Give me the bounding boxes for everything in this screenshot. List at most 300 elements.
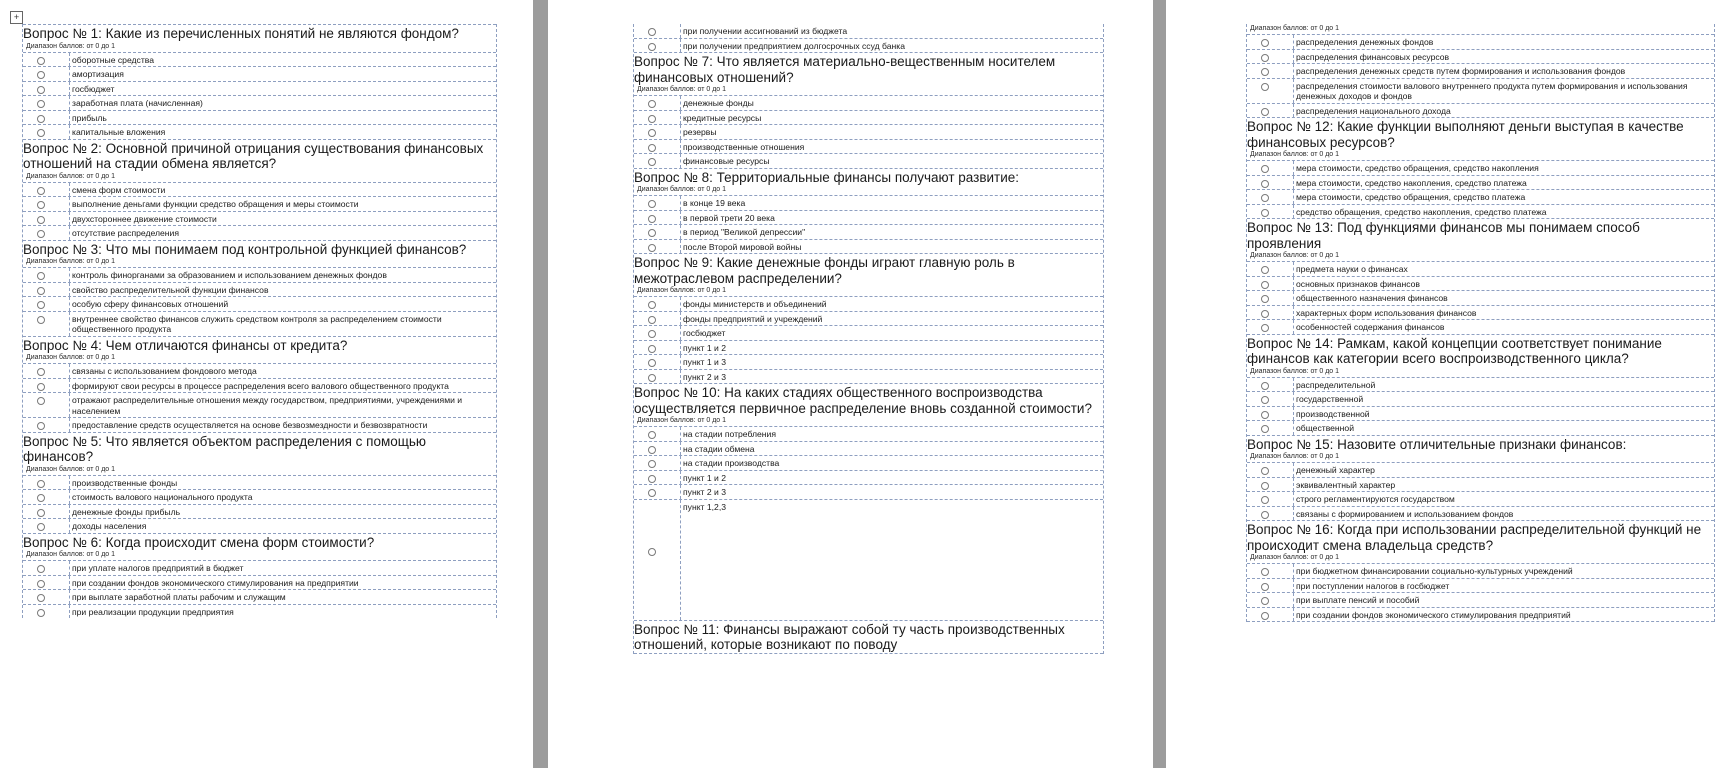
answer-option-text: внутреннее свойство финансов служить средством контроля за распределением стоимости общественного продукта [72,313,442,334]
answer-option[interactable] [1247,34,1714,49]
radio-cell [634,312,681,326]
radio-cell [23,82,70,96]
radio-button-icon[interactable] [1261,180,1269,188]
radio-button-icon[interactable] [1261,511,1269,519]
radio-button-icon[interactable] [37,509,45,517]
radio-button-icon[interactable] [37,580,45,588]
answer-option[interactable] [23,417,496,432]
answer-option[interactable] [23,52,496,67]
radio-button-icon[interactable] [37,494,45,502]
radio-cell [1247,306,1294,320]
radio-button-icon[interactable] [648,345,656,353]
answer-option-text: предмета науки о финансах [1296,264,1408,274]
question-block [1247,218,1714,334]
radio-button-icon[interactable] [1261,295,1269,303]
answer-option-text: распределения стоимости валового внутреннего продукта путем формирования и использования денежных доходов и фондов [1296,80,1688,101]
answer-option[interactable] [1247,290,1714,305]
score-range-label: Диапазон баллов: от 0 до 1 [637,186,727,193]
answer-option-text: контроль финорганами за образованием и использованием денежных фондов [72,270,387,280]
answer-option[interactable] [23,81,496,96]
radio-cell [23,297,70,311]
radio-cell [23,125,70,139]
answer-option-text: при бюджетном финансировании социально-культурных учреждений [1296,566,1573,576]
answer-option-text: производственные отношения [683,141,805,152]
answer-option-text: при создании фондов экономического стимулирования предприятий [1296,609,1571,620]
radio-button-icon[interactable] [1261,310,1269,318]
radio-button-icon[interactable] [648,475,656,483]
radio-cell [23,283,70,297]
answer-option[interactable] [634,325,1103,340]
answer-option-text: фонды предприятий и учреждений [683,313,823,324]
radio-cell [1247,507,1294,521]
radio-button-icon[interactable] [37,480,45,488]
radio-cell [1247,593,1294,607]
radio-button-icon[interactable] [1261,612,1269,620]
radio-button-icon[interactable] [1261,108,1269,116]
answer-option-text: двухстороннее движение стоимости [72,213,217,224]
radio-button-icon[interactable] [648,229,656,237]
radio-cell [1247,407,1294,421]
answer-option[interactable] [1247,477,1714,492]
radio-button-icon[interactable] [37,287,45,295]
answer-option[interactable] [23,110,496,125]
radio-button-icon[interactable] [648,431,656,439]
radio-button-icon[interactable] [37,565,45,573]
answer-option[interactable] [1247,175,1714,190]
answer-option[interactable] [1247,261,1714,276]
radio-cell [634,297,681,311]
answer-option-text: в первой трети 20 века [683,212,775,223]
score-range-label: Диапазон баллов: от 0 до 1 [26,465,116,473]
answer-option[interactable] [23,489,496,504]
radio-cell [1247,478,1294,492]
questions-column-1 [22,24,497,618]
radio-button-icon[interactable] [1261,165,1269,173]
question-block [634,383,1103,620]
question-title: Вопрос № 2: Основной причиной отрицания существования финансовых отношений на стадии обмена является? [23,139,496,172]
radio-cell [23,519,70,533]
score-range-label: Диапазон баллов: от 0 до 1 [1250,151,1340,158]
answer-option[interactable] [1247,578,1714,593]
answer-option[interactable] [634,24,1103,38]
radio-cell [23,67,70,81]
radio-cell [1247,392,1294,406]
answer-option-text: фонды министерств и объединений [683,299,827,309]
score-range-label: Диапазон баллов: от 0 до 1 [1250,453,1340,460]
score-range-label: Диапазон баллов: от 0 до 1 [1250,554,1340,561]
answer-option[interactable] [23,392,496,417]
answer-option-text: пункт 1 и 2 [683,472,727,483]
radio-button-icon[interactable] [1261,411,1269,419]
answer-option[interactable] [23,560,496,575]
answer-option[interactable] [634,426,1103,441]
answer-option-text: госбюджет [683,328,726,338]
radio-button-icon[interactable] [1261,467,1269,475]
answer-option[interactable] [23,211,496,226]
answer-option-text: отражают распределительные отношения между государством, предприятиями, учреждениями и населением [72,395,463,416]
question-title: Вопрос № 4: Чем отличаются финансы от кредита? [23,336,496,354]
score-range-label: Диапазон баллов: от 0 до 1 [1250,367,1340,375]
radio-cell [634,456,681,470]
radio-cell [634,140,681,154]
answer-option[interactable] [1247,491,1714,506]
radio-button-icon[interactable] [37,100,45,108]
answer-option[interactable] [634,124,1103,139]
answer-option[interactable] [634,470,1103,485]
radio-button-icon[interactable] [37,201,45,209]
answer-option[interactable] [634,195,1103,210]
radio-button-icon[interactable] [648,43,656,51]
radio-cell [1247,190,1294,204]
answer-option-text: прибыль [72,112,107,123]
radio-button-icon[interactable] [648,200,656,208]
answer-option-text: свойство распределительной функции финансов [72,284,269,295]
radio-button-icon[interactable] [1261,597,1269,605]
radio-cell [23,312,70,336]
radio-cell [1247,50,1294,64]
answer-option[interactable] [634,38,1103,53]
answer-option[interactable] [1247,592,1714,607]
radio-button-icon[interactable] [37,383,45,391]
radio-button-icon[interactable] [1261,266,1269,274]
radio-cell [23,53,70,67]
question-block [23,139,496,240]
radio-cell [1247,291,1294,305]
question-block [634,52,1103,168]
answer-option[interactable] [1247,305,1714,320]
radio-cell [634,24,681,38]
radio-button-icon[interactable] [37,216,45,224]
answer-option[interactable] [23,604,496,619]
radio-cell [634,355,681,369]
answer-option-text: общественной [1296,423,1355,433]
answer-option[interactable] [634,95,1103,110]
answer-option[interactable] [634,499,1103,620]
radio-button-icon[interactable] [37,115,45,123]
radio-button-icon[interactable] [648,548,656,556]
answer-option[interactable] [1247,406,1714,421]
radio-button-icon[interactable] [37,397,45,405]
answer-option-text: в период "Великой депрессии" [683,227,806,237]
radio-cell [23,476,70,490]
answer-option[interactable] [23,311,496,336]
answer-option[interactable] [23,282,496,297]
answer-option-text: основных признаков финансов [1296,278,1420,289]
radio-button-icon[interactable] [648,330,656,338]
radio-button-icon[interactable] [648,460,656,468]
radio-button-icon[interactable] [648,215,656,223]
answer-option[interactable] [634,455,1103,470]
radio-cell [1247,608,1294,622]
answer-option[interactable] [1247,160,1714,175]
radio-button-icon[interactable] [1261,39,1269,47]
answer-option-text: денежные фонды прибыль [72,506,181,517]
radio-button-icon[interactable] [648,144,656,152]
answer-option-text: мера стоимости, средство обращения, средство платежа [1296,192,1526,202]
question-block [23,432,496,533]
answer-option-text: характерных форм использования финансов [1296,307,1477,318]
question-block [634,168,1103,254]
radio-button-icon[interactable] [1261,281,1269,289]
radio-button-icon[interactable] [648,374,656,382]
radio-button-icon[interactable] [1261,324,1269,332]
question-title: Вопрос № 6: Когда происходит смена форм стоимости? [23,533,496,551]
score-range-label: Диапазон баллов: от 0 до 1 [26,172,116,180]
radio-cell [23,96,70,110]
answer-option[interactable] [634,340,1103,355]
radio-button-icon[interactable] [648,301,656,309]
radio-cell [23,576,70,590]
questions-column-3 [1246,24,1715,622]
answer-option-text: капитальные вложения [72,127,166,137]
answer-option[interactable] [23,378,496,393]
score-range-label: Диапазон баллов: от 0 до 1 [26,42,116,50]
answer-option[interactable] [23,225,496,240]
radio-button-icon[interactable] [1261,194,1269,202]
answer-option-text: оборотные средства [72,54,155,65]
question-block [23,533,496,619]
answer-option[interactable] [23,475,496,490]
radio-cell [1247,262,1294,276]
answer-option[interactable] [634,239,1103,254]
radio-cell [634,39,681,53]
question-title: Вопрос № 14: Рамкам, какой концепции соответствует понимание финансов как категории всего воспроизводственного цикла? [1247,334,1714,367]
answer-option[interactable] [634,354,1103,369]
answer-option-text: после Второй мировой войны [683,241,802,252]
answer-option[interactable] [1247,607,1714,622]
answer-option[interactable] [1247,103,1714,118]
radio-cell [1247,161,1294,175]
answer-option-text: финансовые ресурсы [683,156,770,166]
radio-button-icon[interactable] [648,129,656,137]
radio-button-icon[interactable] [1261,425,1269,433]
answer-option-text: производственной [1296,408,1370,419]
answer-option[interactable] [1247,189,1714,204]
answer-option[interactable] [1247,78,1714,103]
answer-option[interactable] [1247,276,1714,291]
answer-option[interactable] [1247,462,1714,477]
radio-cell [634,341,681,355]
radio-button-icon[interactable] [648,28,656,36]
answer-option[interactable] [1247,49,1714,64]
answer-option-text: выполнение деньгами функции средство обращения и меры стоимости [72,199,359,209]
answer-option[interactable] [1247,377,1714,392]
score-range-label: Диапазон баллов: от 0 до 1 [637,86,727,93]
radio-cell [1247,564,1294,578]
answer-option[interactable] [1247,319,1714,334]
answer-option-text: заработная плата (начисленная) [72,98,203,108]
radio-button-icon[interactable] [1261,382,1269,390]
answer-option[interactable] [23,124,496,139]
question-title: Вопрос № 15: Назовите отличительные признаки финансов: [1247,435,1714,453]
radio-cell [23,418,70,432]
question-title: Вопрос № 12: Какие функции выполняют деньги выступая в качестве финансовых ресурсов? [1247,117,1714,150]
radio-button-icon[interactable] [648,359,656,367]
answer-option-text: общественного назначения финансов [1296,293,1448,303]
radio-cell [23,505,70,519]
answer-option[interactable] [23,66,496,81]
radio-button-icon[interactable] [648,316,656,324]
answer-option[interactable] [1247,506,1714,521]
answer-option[interactable] [634,210,1103,225]
answer-option[interactable] [634,311,1103,326]
radio-cell [23,490,70,504]
radio-button-icon[interactable] [37,129,45,137]
radio-button-icon[interactable] [37,523,45,531]
radio-button-icon[interactable] [37,86,45,94]
radio-cell [23,393,70,417]
table-bottom-border [1247,621,1714,622]
answer-option-text: на стадии обмена [683,443,755,454]
question-title: Вопрос № 11: Финансы выражают собой ту часть производственных отношений, которые возникают по поводу [634,620,1103,654]
radio-button-icon[interactable] [1261,209,1269,217]
radio-button-icon[interactable] [648,100,656,108]
answer-option-text: производственные фонды [72,477,178,488]
answer-option[interactable] [1247,204,1714,219]
radio-cell [23,590,70,604]
radio-cell [23,364,70,378]
answer-option[interactable] [634,224,1103,239]
radio-cell [1247,463,1294,477]
radio-cell [1247,35,1294,49]
answer-option[interactable] [23,196,496,211]
answer-option[interactable] [23,296,496,311]
answer-option[interactable] [23,182,496,197]
answer-option-text: мера стоимости, средство накопления, средство платежа [1296,177,1527,188]
answer-option-text: государственной [1296,394,1364,404]
radio-cell [634,500,681,620]
score-range-label: Диапазон баллов: от 0 до 1 [26,258,116,265]
radio-cell [1247,79,1294,103]
question-block [1247,117,1714,218]
score-range-label: Диапазон баллов: от 0 до 1 [1250,252,1340,259]
radio-button-icon[interactable] [37,57,45,65]
radio-button-icon[interactable] [1261,83,1269,91]
answer-option[interactable] [1247,63,1714,78]
answer-option-text: смена форм стоимости [72,184,166,195]
answer-option-text: отсутствие распределения [72,228,180,238]
answer-option[interactable] [23,363,496,378]
radio-cell [1247,176,1294,190]
answer-option-text: при создании фондов экономического стимулирования на предприятии [72,577,359,588]
radio-button-icon[interactable] [1261,482,1269,490]
question-title: Вопрос № 10: На каких стадиях общественного воспроизводства осуществляется первичное распределение вновь созданной стоимости? [634,383,1103,416]
radio-button-icon[interactable] [37,422,45,430]
answer-option[interactable] [23,504,496,519]
answer-option-text: госбюджет [72,83,115,94]
answer-option-text: предоставление средств осуществляется на основе безвозмездности и безвозвратности [72,420,428,430]
radio-button-icon[interactable] [37,316,45,324]
answer-option-text: денежные фонды [683,98,754,108]
radio-button-icon[interactable] [37,71,45,79]
radio-button-icon[interactable] [37,609,45,617]
score-range-label: Диапазон баллов: от 0 до 1 [637,287,727,294]
radio-button-icon[interactable] [37,301,45,309]
answer-option[interactable] [634,139,1103,154]
answer-option[interactable] [634,484,1103,499]
answer-option-text: распределения денежных фондов [1296,37,1434,47]
answer-option[interactable] [23,95,496,110]
radio-button-icon[interactable] [648,115,656,123]
radio-button-icon[interactable] [648,489,656,497]
radio-cell [634,442,681,456]
radio-button-icon[interactable] [1261,396,1269,404]
answer-option[interactable] [634,110,1103,125]
answer-option[interactable] [634,369,1103,384]
answer-option[interactable] [23,575,496,590]
radio-cell [634,225,681,239]
radio-button-icon[interactable] [37,368,45,376]
radio-cell [1247,421,1294,435]
radio-cell [23,605,70,619]
answer-option[interactable] [1247,563,1714,578]
radio-cell [634,111,681,125]
answer-option-text: стоимость валового национального продукта [72,492,253,502]
document-page-1 [0,0,533,768]
radio-button-icon[interactable] [37,594,45,602]
radio-button-icon[interactable] [1261,583,1269,591]
radio-cell [634,211,681,225]
answer-option-text: резервы [683,127,717,137]
answer-option-text: пункт 1,2,3 [683,501,726,512]
answer-option-text: распределения финансовых ресурсов [1296,51,1450,62]
answer-option-text: средство обращения, средство накопления, средство платежа [1296,206,1547,217]
radio-button-icon[interactable] [1261,568,1269,576]
score-range-label: Диапазон баллов: от 0 до 1 [637,417,727,424]
radio-cell [634,240,681,254]
radio-cell [1247,492,1294,506]
radio-button-icon[interactable] [37,187,45,195]
answer-option[interactable] [1247,391,1714,406]
table-move-handle-icon[interactable]: + [10,11,23,24]
radio-cell [1247,277,1294,291]
radio-button-icon[interactable] [1261,54,1269,62]
radio-button-icon[interactable] [37,272,45,280]
radio-button-icon[interactable] [1261,68,1269,76]
answer-option[interactable] [634,153,1103,168]
question-title: Вопрос № 5: Что является объектом распределения с помощью финансов? [23,432,496,465]
answer-option[interactable] [23,267,496,282]
radio-button-icon[interactable] [1261,496,1269,504]
answer-option[interactable] [634,296,1103,311]
radio-button-icon[interactable] [648,158,656,166]
answer-option-text: распределительной [1296,379,1376,390]
question-title: Вопрос № 13: Под функциями финансов мы понимаем способ проявления [1247,218,1714,251]
answer-option-text: доходы населения [72,521,147,531]
answer-option[interactable] [23,589,496,604]
answer-option-text: связаны с использованием фондового метода [72,366,257,376]
answer-option-text: пункт 1 и 2 [683,342,727,353]
answer-option-text: кредитные ресурсы [683,112,762,123]
radio-cell [634,125,681,139]
question-block [1247,334,1714,435]
answer-option[interactable] [1247,420,1714,435]
score-range-label: Диапазон баллов: от 0 до 1 [26,551,116,558]
radio-cell [23,379,70,393]
answer-option-text: амортизация [72,69,124,79]
question-block [23,240,496,336]
answer-option-text: особенностей содержания финансов [1296,322,1445,332]
answer-option[interactable] [634,441,1103,456]
answer-option[interactable] [23,518,496,533]
radio-cell [634,154,681,168]
radio-button-icon[interactable] [648,244,656,252]
question-title: Вопрос № 9: Какие денежные фонды играют главную роль в межотраслевом распределении? [634,253,1103,286]
radio-cell [634,427,681,441]
document-page-2 [548,0,1153,768]
radio-button-icon[interactable] [648,446,656,454]
radio-button-icon[interactable] [37,230,45,238]
